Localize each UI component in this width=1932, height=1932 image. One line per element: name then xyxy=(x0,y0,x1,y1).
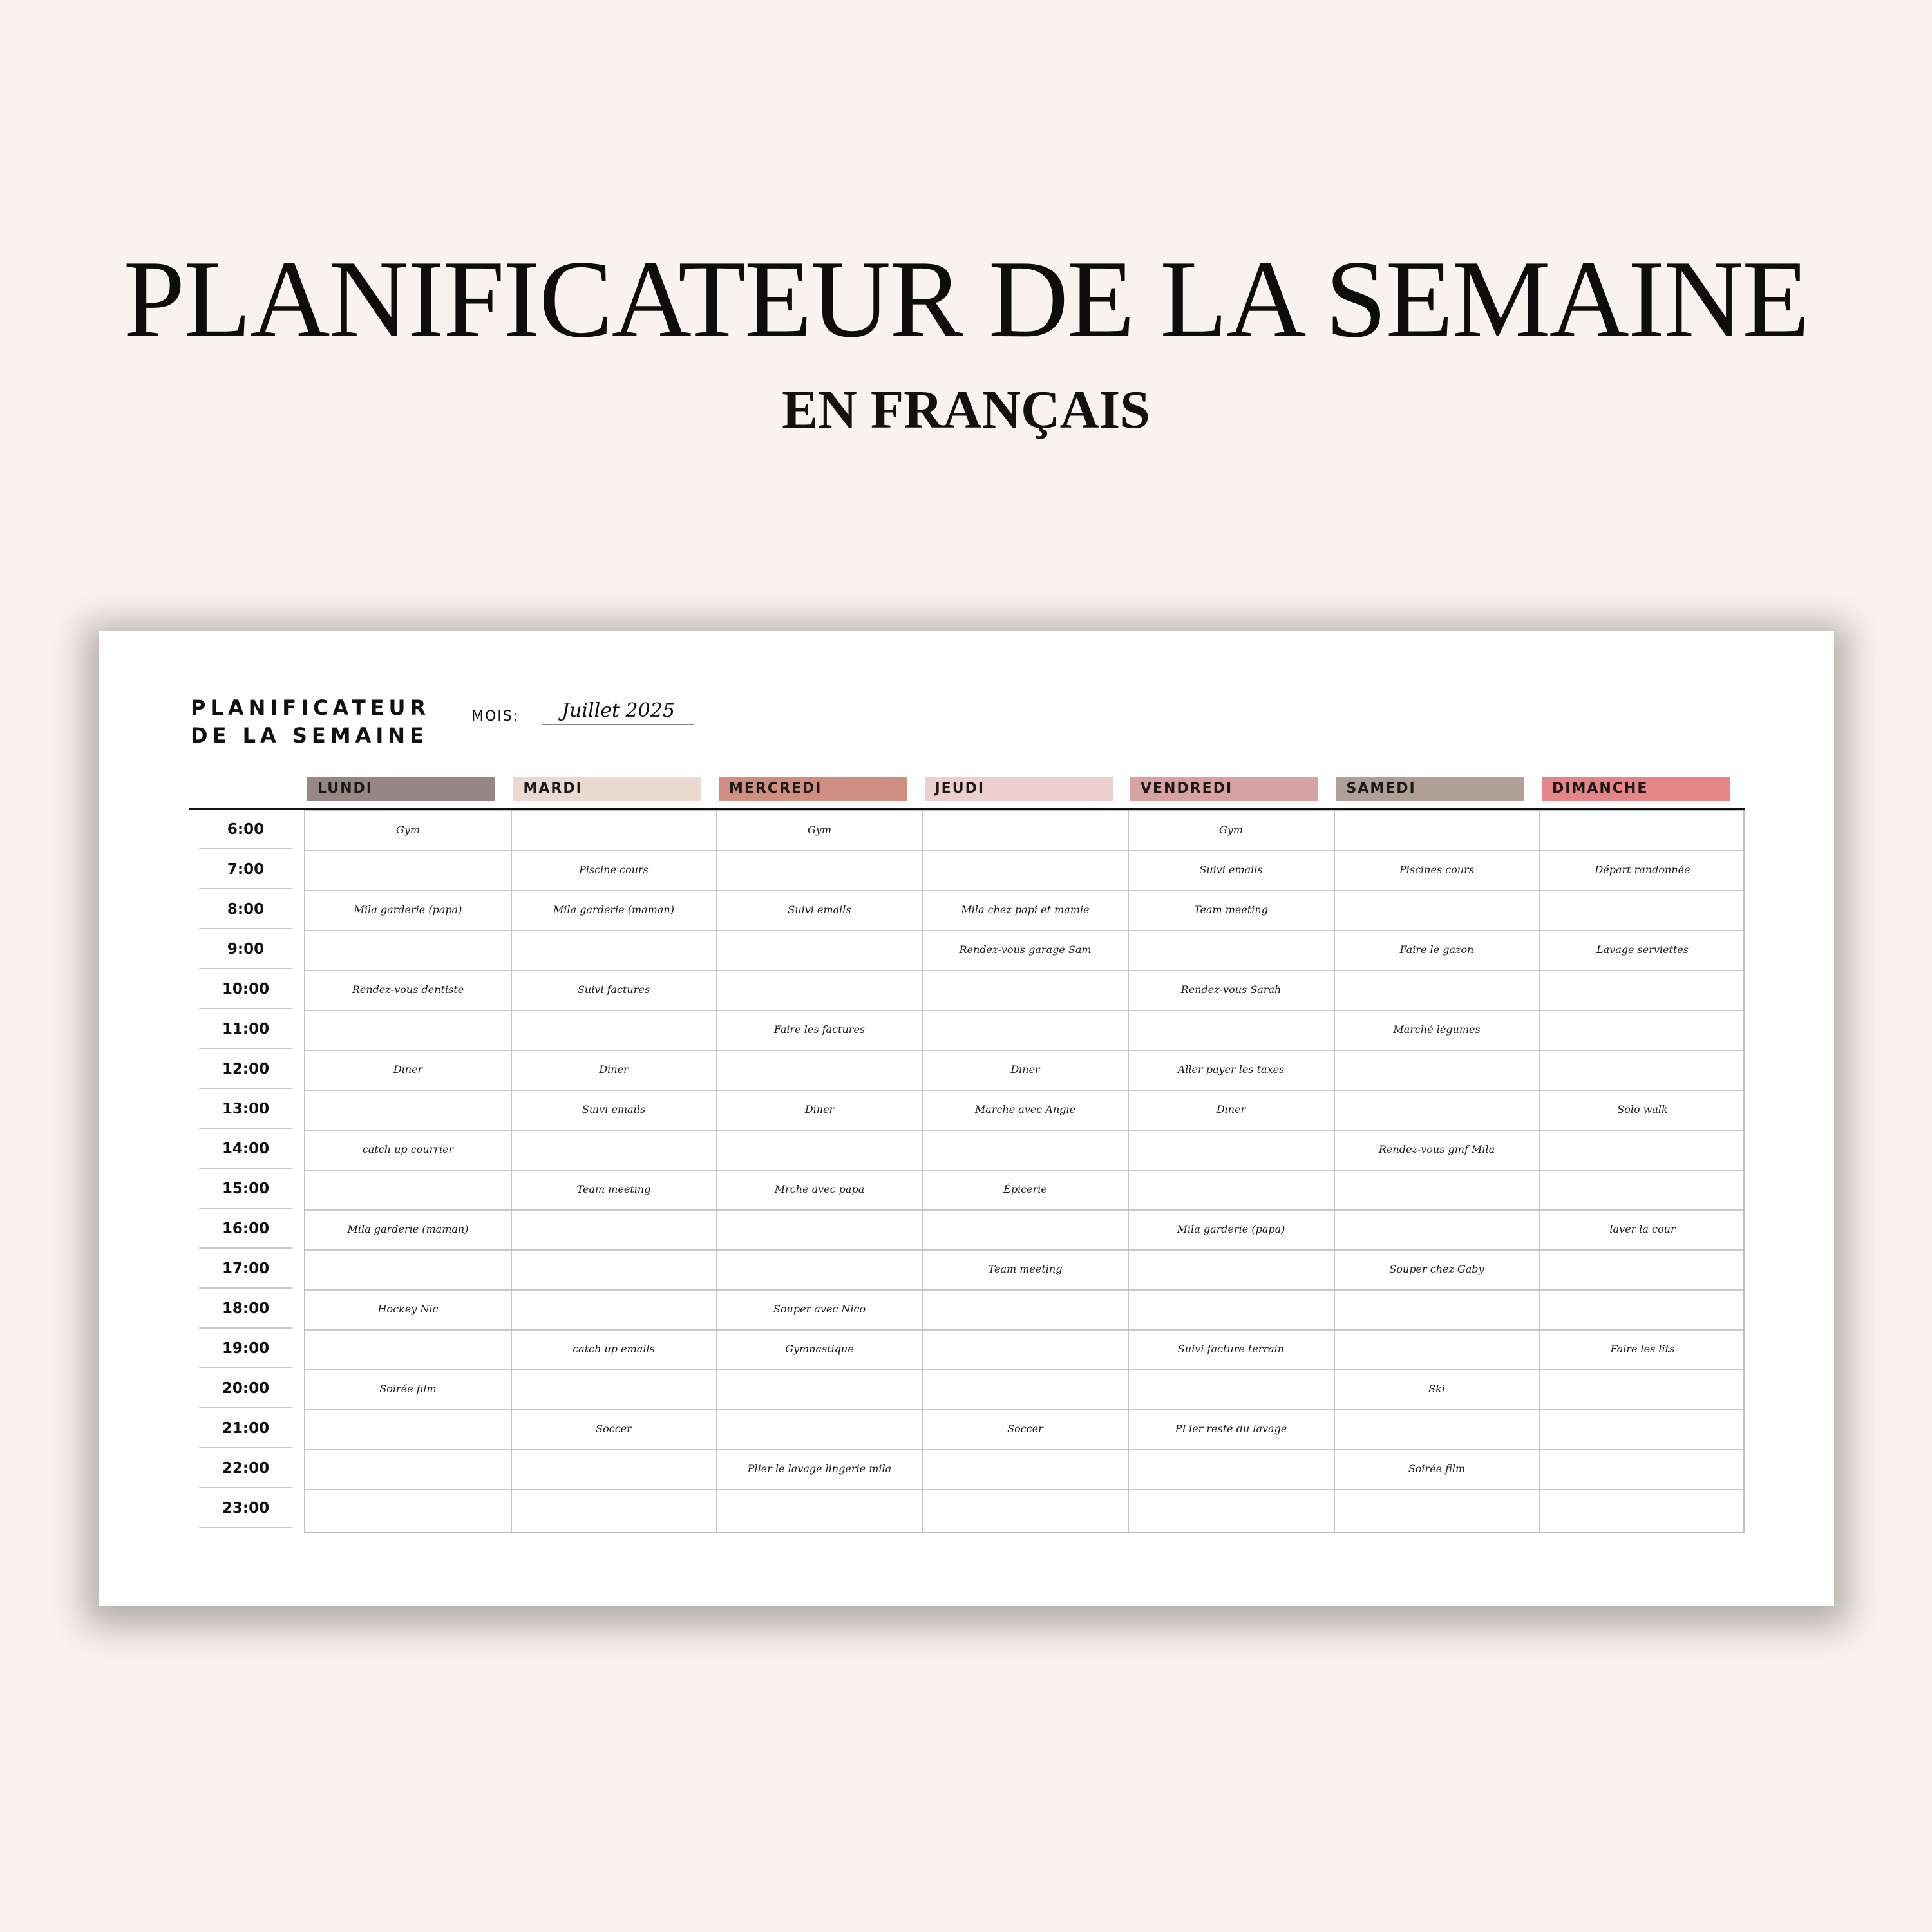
schedule-cell[interactable] xyxy=(1334,971,1540,1010)
schedule-cell[interactable]: Faire les lits xyxy=(1610,1343,1675,1355)
schedule-cell[interactable] xyxy=(717,1250,922,1290)
schedule-cell[interactable] xyxy=(511,1370,717,1410)
schedule-cell[interactable] xyxy=(1540,811,1745,851)
schedule-cell[interactable] xyxy=(511,1290,717,1330)
schedule-cell[interactable] xyxy=(923,1290,1128,1330)
schedule-cell[interactable]: Soirée film xyxy=(379,1383,437,1395)
schedule-cell[interactable]: Piscines cours xyxy=(1399,864,1474,876)
schedule-cell[interactable]: Team meeting xyxy=(576,1183,651,1195)
schedule-cell[interactable]: Ski xyxy=(1428,1383,1445,1395)
schedule-cell[interactable]: catch up courrier xyxy=(362,1143,454,1155)
schedule-cell[interactable]: PLier reste du lavage xyxy=(1175,1423,1287,1435)
schedule-cell[interactable]: Gym xyxy=(808,824,831,836)
schedule-cell[interactable] xyxy=(1334,1330,1540,1370)
schedule-cell[interactable]: Diner xyxy=(804,1103,835,1115)
day-header-vendredi: VENDREDI xyxy=(1130,777,1318,801)
time-label: 18:00 xyxy=(199,1289,292,1329)
schedule-cell[interactable] xyxy=(923,1210,1128,1250)
schedule-cell[interactable] xyxy=(511,1130,717,1170)
schedule-cell[interactable] xyxy=(1540,891,1745,931)
schedule-cell[interactable] xyxy=(717,851,922,891)
time-label: 6:00 xyxy=(199,810,292,849)
schedule-cell[interactable] xyxy=(305,851,511,891)
schedule-cell[interactable]: Diner xyxy=(1010,1063,1040,1075)
schedule-cell[interactable]: Suivi factures xyxy=(577,983,650,996)
schedule-cell[interactable] xyxy=(717,1370,922,1410)
schedule-cell[interactable] xyxy=(1334,1410,1540,1450)
schedule-cell[interactable] xyxy=(1128,1370,1334,1410)
schedule-cell[interactable]: Suivi emails xyxy=(1199,864,1263,876)
schedule-cell[interactable] xyxy=(717,971,922,1010)
schedule-cell[interactable] xyxy=(1540,1410,1745,1450)
schedule-cell[interactable] xyxy=(1540,971,1745,1010)
schedule-cell[interactable] xyxy=(1334,1290,1540,1330)
schedule-cell[interactable] xyxy=(1128,1130,1334,1170)
time-label: 20:00 xyxy=(199,1368,292,1408)
schedule-cell[interactable]: Marché légumes xyxy=(1393,1023,1481,1036)
month-label: MOIS: xyxy=(471,708,520,724)
schedule-cell[interactable]: Faire les factures xyxy=(773,1023,866,1036)
day-header-jeudi: JEUDI xyxy=(925,777,1113,801)
time-label: 17:00 xyxy=(199,1249,292,1289)
planner-sheet xyxy=(99,631,1834,1606)
schedule-cell[interactable]: Mrche avec papa xyxy=(774,1183,865,1195)
schedule-cell[interactable] xyxy=(717,1490,922,1530)
schedule-cell[interactable]: Soccer xyxy=(596,1423,632,1435)
schedule-cell[interactable] xyxy=(305,1250,511,1290)
schedule-cell[interactable]: Gym xyxy=(396,824,420,836)
schedule-cell[interactable] xyxy=(1540,1290,1745,1330)
time-label: 16:00 xyxy=(199,1209,292,1249)
time-label: 19:00 xyxy=(199,1329,292,1368)
schedule-cell[interactable]: catch up emails xyxy=(573,1343,655,1355)
schedule-cell[interactable] xyxy=(511,1250,717,1290)
time-label: 8:00 xyxy=(199,889,292,929)
schedule-cell[interactable] xyxy=(1128,1490,1334,1530)
schedule-grid xyxy=(304,810,1745,1533)
schedule-cell[interactable] xyxy=(1540,1370,1745,1410)
time-column xyxy=(199,810,292,1533)
schedule-cell[interactable]: Diner xyxy=(1216,1103,1246,1115)
schedule-cell[interactable] xyxy=(717,1050,922,1090)
schedule-cell[interactable] xyxy=(1334,1490,1540,1530)
schedule-cell[interactable]: Aller payer les taxes xyxy=(1177,1063,1285,1075)
schedule-cell[interactable] xyxy=(305,1330,511,1370)
schedule-cell[interactable]: Solo walk xyxy=(1617,1103,1668,1115)
time-label: 21:00 xyxy=(199,1408,292,1448)
schedule-cell[interactable]: Rendez-vous gmf Mila xyxy=(1378,1143,1495,1155)
schedule-cell[interactable] xyxy=(1334,1090,1540,1130)
schedule-cell[interactable]: Souper avec Nico xyxy=(773,1303,866,1315)
schedule-cell[interactable] xyxy=(923,971,1128,1010)
time-label: 14:00 xyxy=(199,1129,292,1169)
schedule-cell[interactable] xyxy=(923,1130,1128,1170)
schedule-cell[interactable] xyxy=(1334,1050,1540,1090)
schedule-cell[interactable] xyxy=(1128,1250,1334,1290)
schedule-cell[interactable] xyxy=(1334,811,1540,851)
schedule-cell[interactable]: Mila garderie (maman) xyxy=(553,904,674,916)
schedule-cell[interactable] xyxy=(511,1450,717,1490)
schedule-cell[interactable] xyxy=(1128,1170,1334,1210)
schedule-cell[interactable] xyxy=(923,1490,1128,1530)
schedule-cell[interactable] xyxy=(1540,1250,1745,1290)
schedule-cell[interactable]: Mila garderie (maman) xyxy=(347,1223,469,1235)
schedule-cell[interactable] xyxy=(511,1490,717,1530)
schedule-cell[interactable] xyxy=(717,1410,922,1450)
schedule-cell[interactable] xyxy=(1334,891,1540,931)
day-header-mardi: MARDI xyxy=(513,777,701,801)
planner-title xyxy=(191,694,430,750)
schedule-cell[interactable] xyxy=(717,1210,922,1250)
schedule-cell[interactable] xyxy=(717,1130,922,1170)
schedule-cell[interactable]: Piscine cours xyxy=(579,864,649,876)
schedule-cell[interactable]: Diner xyxy=(393,1063,423,1075)
schedule-cell[interactable] xyxy=(1128,1010,1334,1050)
schedule-cell[interactable] xyxy=(305,1010,511,1050)
schedule-cell[interactable] xyxy=(1540,1050,1745,1090)
schedule-cell[interactable] xyxy=(511,811,717,851)
day-header-samedi: SAMEDI xyxy=(1336,777,1524,801)
schedule-cell[interactable] xyxy=(923,851,1128,891)
schedule-cell[interactable] xyxy=(1540,1490,1745,1530)
time-label: 13:00 xyxy=(199,1089,292,1129)
schedule-cell[interactable]: Plier le lavage lingerie mila xyxy=(747,1463,892,1475)
schedule-cell[interactable]: Rendez-vous Sarah xyxy=(1180,983,1282,996)
schedule-cell[interactable]: Rendez-vous garage Sam xyxy=(959,943,1092,956)
schedule-cell[interactable] xyxy=(305,1090,511,1130)
schedule-cell[interactable]: laver la cour xyxy=(1609,1223,1676,1235)
schedule-cell[interactable] xyxy=(1540,1130,1745,1170)
schedule-cell[interactable] xyxy=(1540,1170,1745,1210)
planner-title-line1: PLANIFICATEUR xyxy=(191,696,431,720)
time-label: 23:00 xyxy=(199,1488,292,1528)
schedule-cell[interactable]: Suivi emails xyxy=(788,904,851,916)
schedule-cell[interactable]: Épicerie xyxy=(1003,1183,1047,1195)
schedule-cell[interactable]: Team meeting xyxy=(988,1263,1063,1275)
schedule-cell[interactable]: Team meeting xyxy=(1194,904,1268,916)
schedule-cell[interactable] xyxy=(305,1450,511,1490)
schedule-cell[interactable]: Mila garderie (papa) xyxy=(354,904,462,916)
schedule-cell[interactable] xyxy=(305,1410,511,1450)
schedule-cell[interactable] xyxy=(305,1490,511,1530)
schedule-cell[interactable]: Faire le gazon xyxy=(1399,943,1474,956)
schedule-cell[interactable] xyxy=(305,1170,511,1210)
schedule-cell[interactable] xyxy=(511,1010,717,1050)
hero-subtitle: EN FRANÇAIS xyxy=(782,380,1150,440)
schedule-cell[interactable] xyxy=(1128,931,1334,971)
schedule-cell[interactable] xyxy=(1334,1210,1540,1250)
schedule-cell[interactable] xyxy=(305,931,511,971)
schedule-cell[interactable] xyxy=(1540,1450,1745,1490)
schedule-cell[interactable]: Soccer xyxy=(1007,1423,1043,1435)
schedule-cell[interactable]: Lavage serviettes xyxy=(1596,943,1689,956)
planner-title-line2: DE LA SEMAINE xyxy=(191,723,428,748)
schedule-cell[interactable]: Suivi facture terrain xyxy=(1177,1343,1285,1355)
schedule-cell[interactable]: Gymnastique xyxy=(785,1343,854,1355)
schedule-cell[interactable] xyxy=(1128,1290,1334,1330)
day-header-mercredi: MERCREDI xyxy=(719,777,907,801)
schedule-cell[interactable] xyxy=(923,1010,1128,1050)
schedule-cell[interactable]: Hockey Nic xyxy=(377,1303,439,1315)
schedule-cell[interactable] xyxy=(511,1210,717,1250)
day-header-lundi: LUNDI xyxy=(307,777,495,801)
schedule-cell[interactable]: Soirée film xyxy=(1408,1463,1466,1475)
time-label: 10:00 xyxy=(199,969,292,1009)
time-label: 15:00 xyxy=(199,1169,292,1209)
time-label: 12:00 xyxy=(199,1049,292,1089)
schedule-cell[interactable] xyxy=(717,931,922,971)
schedule-cell[interactable]: Suivi emails xyxy=(582,1103,646,1115)
schedule-cell[interactable]: Souper chez Gaby xyxy=(1389,1263,1484,1275)
schedule-cell[interactable]: Gym xyxy=(1219,824,1243,836)
schedule-cell[interactable]: Marche avec Angie xyxy=(974,1103,1076,1115)
schedule-cell[interactable] xyxy=(923,1450,1128,1490)
time-label: 9:00 xyxy=(199,929,292,969)
schedule-cell[interactable]: Départ randonnée xyxy=(1595,864,1690,876)
schedule-cell[interactable] xyxy=(1128,1450,1334,1490)
schedule-cell[interactable]: Mila chez papi et mamie xyxy=(961,904,1090,916)
day-header-dimanche: DIMANCHE xyxy=(1542,777,1730,801)
month-field[interactable]: Juillet 2025 xyxy=(542,698,694,725)
hero-title: PLANIFICATEUR DE LA SEMAINE xyxy=(123,238,1809,361)
schedule-cell[interactable]: Mila garderie (papa) xyxy=(1177,1223,1285,1235)
time-label: 7:00 xyxy=(199,849,292,889)
schedule-cell[interactable] xyxy=(923,1370,1128,1410)
time-label: 11:00 xyxy=(199,1009,292,1049)
schedule-cell[interactable]: Rendez-vous dentiste xyxy=(352,983,464,996)
day-headers xyxy=(304,777,1745,801)
schedule-cell[interactable] xyxy=(1540,1010,1745,1050)
schedule-cell[interactable] xyxy=(1334,1170,1540,1210)
schedule-cell[interactable]: Diner xyxy=(599,1063,629,1075)
schedule-cell[interactable] xyxy=(511,931,717,971)
schedule-cell[interactable] xyxy=(923,1330,1128,1370)
schedule-cell[interactable] xyxy=(923,811,1128,851)
time-label: 22:00 xyxy=(199,1448,292,1488)
